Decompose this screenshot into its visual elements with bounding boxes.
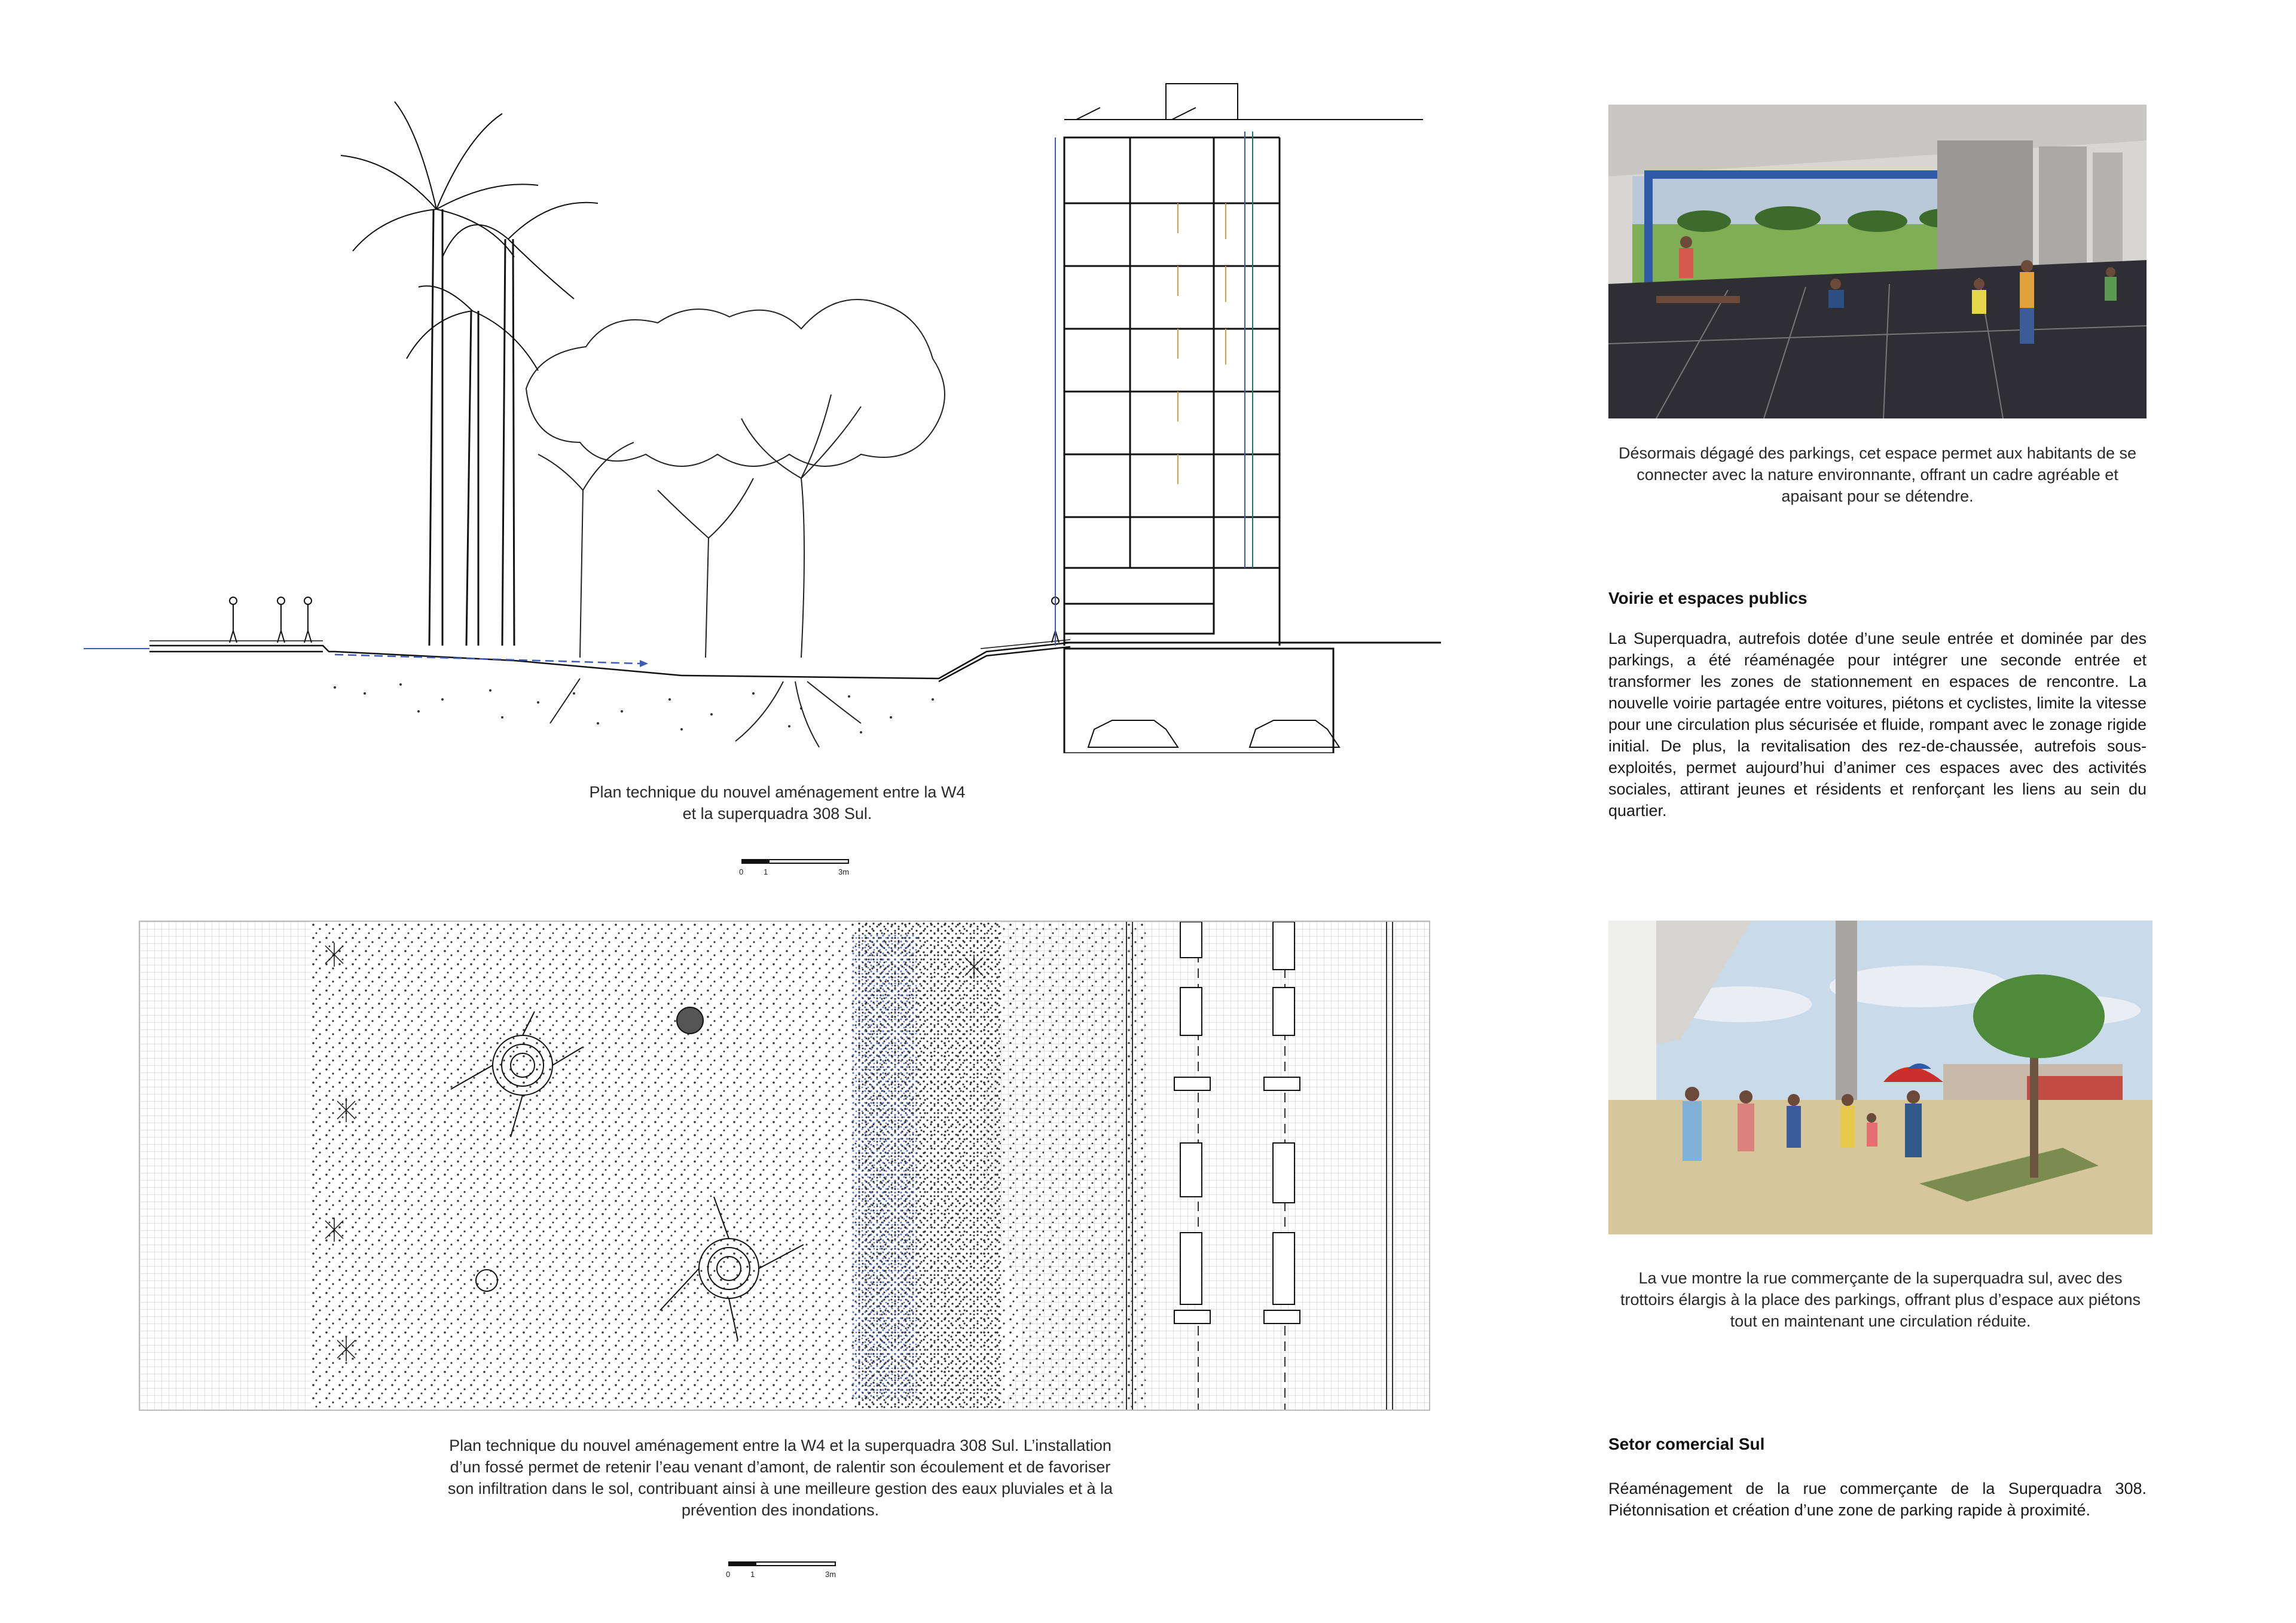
section-scale-bar: 0 1 3m <box>741 859 849 883</box>
section-drawing <box>84 60 1459 753</box>
setor-body: Réaménagement de la rue commerçante de la Superquadra 308. Piétonnisation et création d’une zone de parking rapide à proximité. <box>1608 1480 2147 1519</box>
plan-drawing-svg <box>140 922 1430 1411</box>
voirie-title: Voirie et espaces publics <box>1608 589 1808 607</box>
render-bottom-caption: La vue montre la rue commerçante de la superquadra sul, avec des trottoirs élargis à la place des parkings, offrant plus d’espace aux piétons tout en maintenant une circulation réduite. <box>1620 1269 2141 1330</box>
section-caption: Plan technique du nouvel aménagement entre la W4 et la superquadra 308 Sul. <box>589 783 966 823</box>
render-parking-space <box>1608 105 2147 418</box>
render-top-caption: Désormais dégagé des parkings, cet espace permet aux habitants de se connecter avec la nature environnante, offrant un cadre agréable et apaisant pour se détendre. <box>1618 444 2136 505</box>
render-commercial-street-image <box>1608 921 2152 1234</box>
section-drawing-svg <box>84 60 1459 753</box>
plan-scale-bar: 0 1 3m <box>728 1561 836 1585</box>
render-parking-space-image <box>1608 105 2147 418</box>
render-commercial-street <box>1608 921 2152 1234</box>
plan-drawing <box>139 921 1430 1411</box>
voirie-body: La Superquadra, autrefois dotée d’une seule entrée et dominée par des parkings, a été réaménagée pour intégrer une seconde entrée et transformer les zones de stationnement en espaces de rencontre. La nouvelle voirie partagée entre voitures, piétons et cyclistes, limite la vitesse pour une circulation plus sécurisée et fluide, rompant avec le zonage rigide initial. De plus, la revitalisation des rez-de-chaussée, autrefois sous-exploités, permet aujourd’hui d’animer ces espaces avec des activités sociales, attirant jeunes et résidents et renforçant les liens au sein du quartier. <box>1608 629 2147 820</box>
plan-caption: Plan technique du nouvel aménagement entre la W4 et la superquadra 308 Sul. L’installation d’un fossé permet de retenir l’eau venant d’amont, de ralentir son écoulement et de favoriser son infiltration dans le sol, contribuant ainsi à une meilleure gestion des eaux pluviales et à la prévention des inondations. <box>447 1436 1113 1519</box>
setor-title: Setor comercial Sul <box>1608 1435 1765 1453</box>
